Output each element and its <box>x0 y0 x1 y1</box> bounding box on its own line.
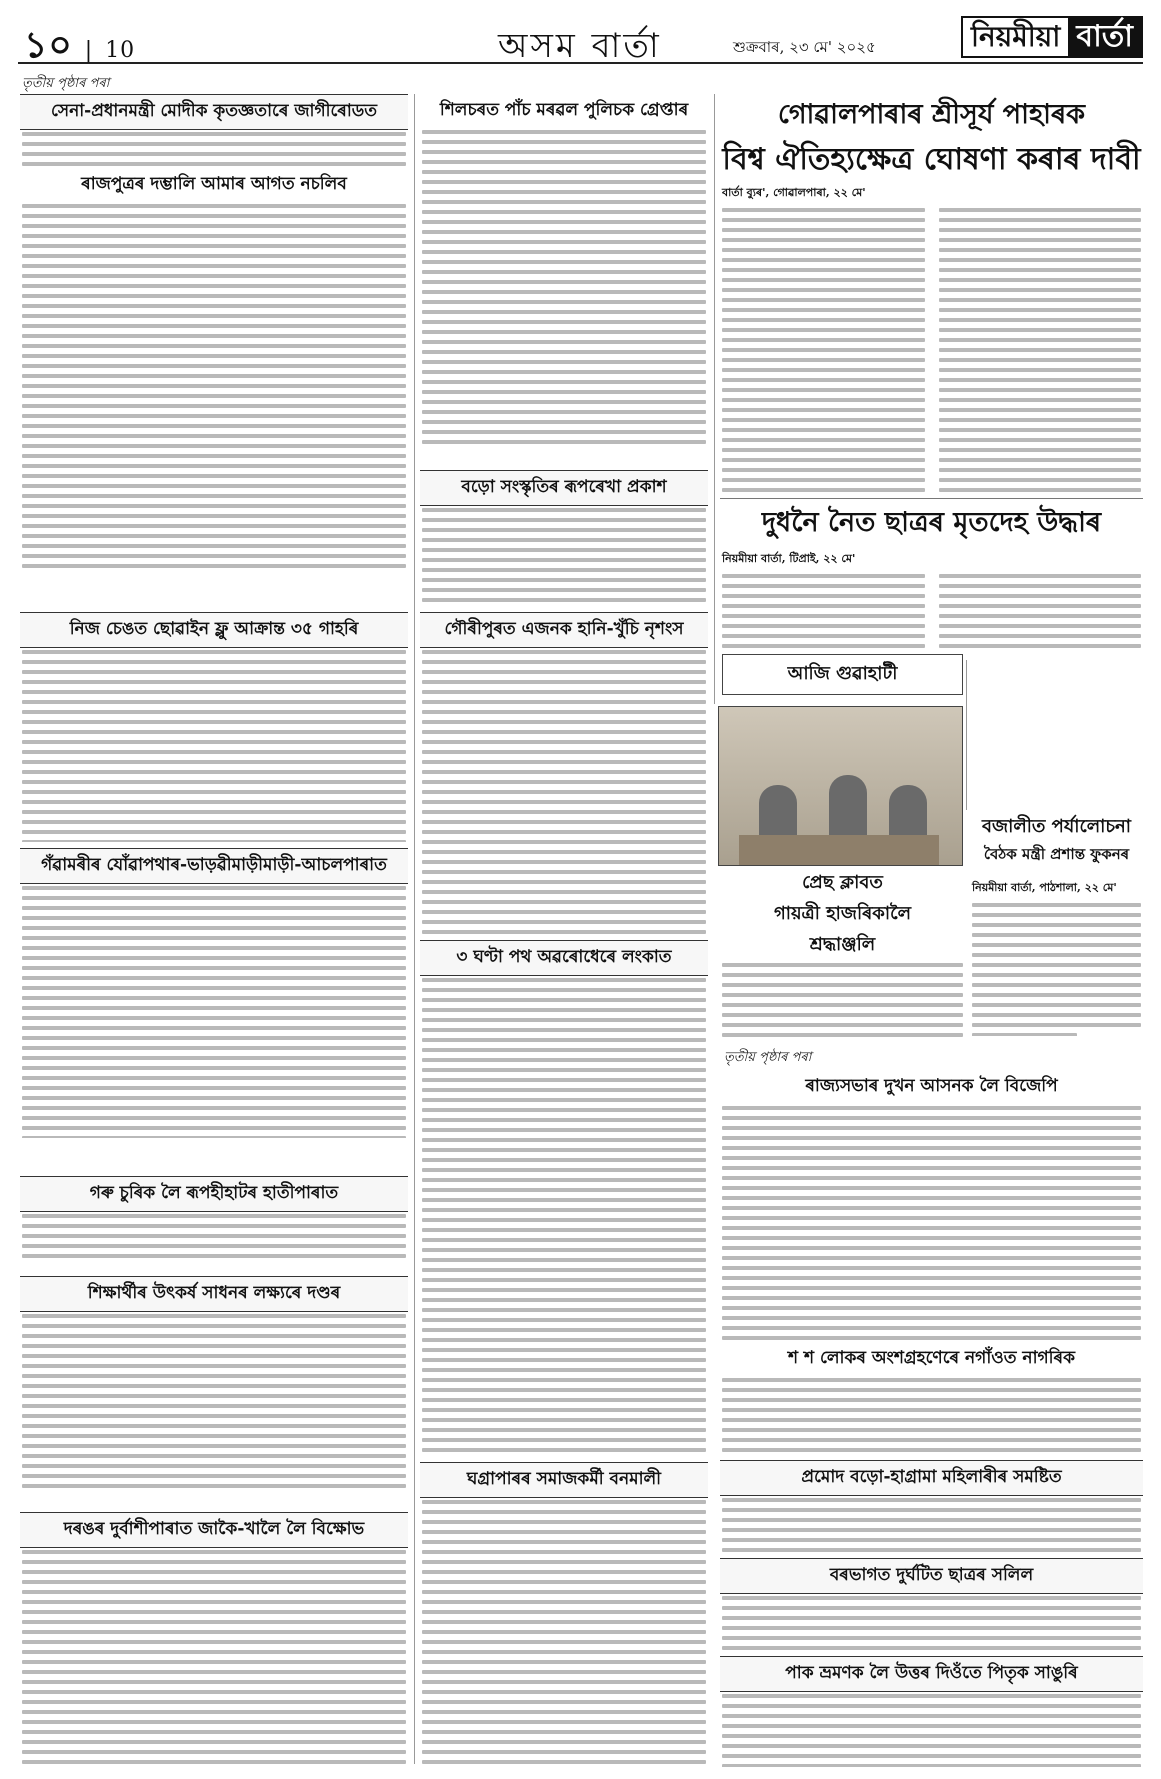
newspaper-logo <box>961 16 1143 58</box>
section-title: অসম বাৰ্তা <box>498 26 662 66</box>
article-body <box>420 976 708 1452</box>
headline: সেনা-প্ৰধানমন্ত্ৰী মোদীক কৃতজ্ঞতাৰে জাগীৰোডত <box>20 94 408 130</box>
photo-caption-bajali <box>972 660 1143 810</box>
article-dudhnoi <box>720 502 1143 652</box>
article-hour3 <box>420 940 708 1452</box>
headline: বড়ো সংস্কৃতিৰ ৰূপৰেখা প্ৰকাশ <box>420 470 708 506</box>
article-body <box>720 1104 1143 1340</box>
column-divider <box>414 94 415 1764</box>
article-dolgaon <box>20 1512 408 1767</box>
headline: গৌৰীপুৰত এজনক হানি-খুঁচি নৃশংস <box>420 612 708 648</box>
article-body <box>720 1594 1143 1653</box>
article-body <box>420 506 708 602</box>
headline-line2: গায়ত্ৰী হাজৰিকালৈ <box>773 903 912 924</box>
headline-line2: বৈঠক মন্ত্ৰী প্ৰশান্ত ফুকনৰ <box>983 845 1130 863</box>
headline: শিলচৰত পাঁচ মৰৱল পুলিচক গ্ৰেপ্তাৰ <box>439 100 689 120</box>
article-body <box>420 1498 708 1767</box>
article-fire <box>20 612 408 842</box>
article-rajyasabha <box>720 1070 1143 1340</box>
article-sriswarya <box>720 94 1143 494</box>
headline: গঁৱামৰীৰ যোঁৱাপথাৰ-ভাড়ৱীমাড়ীমাড়ী-আচলপাৰাত <box>20 848 408 884</box>
article-tribute-header <box>720 652 965 708</box>
headline: ৰাজপুত্ৰৰ দম্ভালি আমাৰ আগত নচলিব <box>81 174 347 194</box>
logo-left: নিয়মীয়া <box>963 18 1068 56</box>
headline: ঘগ্ৰাপাৰৰ সমাজকৰ্মী বনমালী <box>420 1462 708 1498</box>
headline-line2: বিশ্ব ঐতিহ্যক্ষেত্ৰ ঘোষণা কৰাৰ দাবী <box>722 142 1141 177</box>
article-body <box>20 202 408 568</box>
article-body <box>420 648 708 942</box>
dateline: বাৰ্তা ব্যুৰ', গোৱালপাৰা, ২২ মে' <box>722 186 866 199</box>
headline-line1: গোৱালপাৰাৰ শ্ৰীসূৰ্য পাহাৰক <box>777 99 1086 130</box>
article-pak <box>720 1656 1143 1767</box>
article-body <box>720 206 1143 494</box>
article-rajputra <box>20 168 408 568</box>
page-number-latin: 10 <box>105 38 136 63</box>
article-gauripur-top <box>20 848 408 1138</box>
article-citizen <box>720 1342 1143 1457</box>
continued-label: তৃতীয় পৃষ্ঠাৰ পৰা <box>22 76 110 91</box>
dateline: নিয়মীয়া বাৰ্তা, টিপ্ৰাই, ২২ মে' <box>722 552 856 565</box>
article-ghogra <box>420 1462 708 1767</box>
article-body <box>720 1496 1143 1558</box>
article-body <box>20 648 408 842</box>
issue-date: শুক্ৰবাৰ, ২৩ মে' ২০২৫ <box>733 38 876 56</box>
article-body <box>20 1548 408 1767</box>
tribute-label: আজি গুৱাহাটী <box>722 654 963 695</box>
headline-line3: শ্ৰদ্ধাঞ্জলি <box>809 934 876 955</box>
article-body <box>720 961 965 1038</box>
article-tribute <box>720 868 965 1038</box>
headline: শিক্ষাৰ্থীৰ উৎকৰ্ষ সাধনৰ লক্ষ্যৰে দণ্ডৰ <box>20 1276 408 1312</box>
article-barbhag <box>720 1558 1143 1653</box>
headline: প্ৰমোদ বড়ো-হাগ্ৰামা মহিলাৰীৰ সমষ্টিত <box>720 1460 1143 1496</box>
tribute-photo <box>718 706 963 866</box>
dateline: নিয়মীয়া বাৰ্তা, পাঠশালা, ২২ মে' <box>972 881 1117 894</box>
article-body <box>20 1212 408 1264</box>
article-body <box>720 572 1143 652</box>
continued-label: তৃতীয় পৃষ্ঠাৰ পৰা <box>724 1050 812 1065</box>
headline: দৰঙৰ দুৰ্বাশীপাৰাত জাকৈ-খালৈ লৈ বিক্ষোভ <box>20 1512 408 1548</box>
article-body <box>20 884 408 1138</box>
masthead <box>18 14 1143 64</box>
section-divider <box>720 498 1143 499</box>
headline: নিজ চেঙত ছোৱাইন ফ্লু আক্ৰান্ত ৩৫ গাহৰি <box>20 612 408 648</box>
headline: ৰাজ্যসভাৰ দুখন আসনক লৈ বিজেপি <box>805 1076 1058 1096</box>
article-student <box>20 1276 408 1492</box>
article-pramod <box>720 1460 1143 1558</box>
article-culture <box>420 470 708 602</box>
article-shilchar <box>420 94 708 444</box>
headline: ৩ ঘণ্টা পথ অৱৰোধেৰে লংকাত <box>420 940 708 976</box>
headline-line1: বজালীত পৰ্যালোচনা <box>981 816 1132 837</box>
article-cow <box>20 1176 408 1264</box>
logo-right: বাৰ্তা <box>1068 18 1141 56</box>
headline-line1: প্ৰেছ ক্লাবত <box>802 872 883 893</box>
article-body <box>420 128 708 444</box>
headline: গৰু চুৰিক লৈ ৰূপহীহাটৰ হাতীপাৰাত <box>20 1176 408 1212</box>
article-body <box>720 1376 1143 1457</box>
article-body <box>970 901 1143 1036</box>
headline: বৰভাগত দুৰ্ঘটিত ছাত্ৰৰ সলিল <box>720 1558 1143 1594</box>
article-body <box>20 1312 408 1492</box>
column-divider <box>966 660 967 810</box>
article-body <box>720 1692 1143 1767</box>
headline: পাক ভ্ৰমণক লৈ উত্তৰ দিওঁতে পিতৃক সাঙুৰি <box>720 1656 1143 1692</box>
headline: দুধনৈ নৈত ছাত্ৰৰ মৃতদেহ উদ্ধাৰ <box>761 507 1102 538</box>
article-bajali <box>970 876 1143 1036</box>
article-gauripur <box>420 612 708 942</box>
page-number-assamese: ১০ <box>24 24 73 66</box>
article-bajali-headline <box>970 812 1143 872</box>
headline: শ শ লোকৰ অংশগ্ৰহণেৰে নগাঁওত নাগৰিক <box>788 1348 1075 1368</box>
page-number: ১০ | 10 <box>24 24 136 66</box>
column-divider <box>714 94 715 704</box>
